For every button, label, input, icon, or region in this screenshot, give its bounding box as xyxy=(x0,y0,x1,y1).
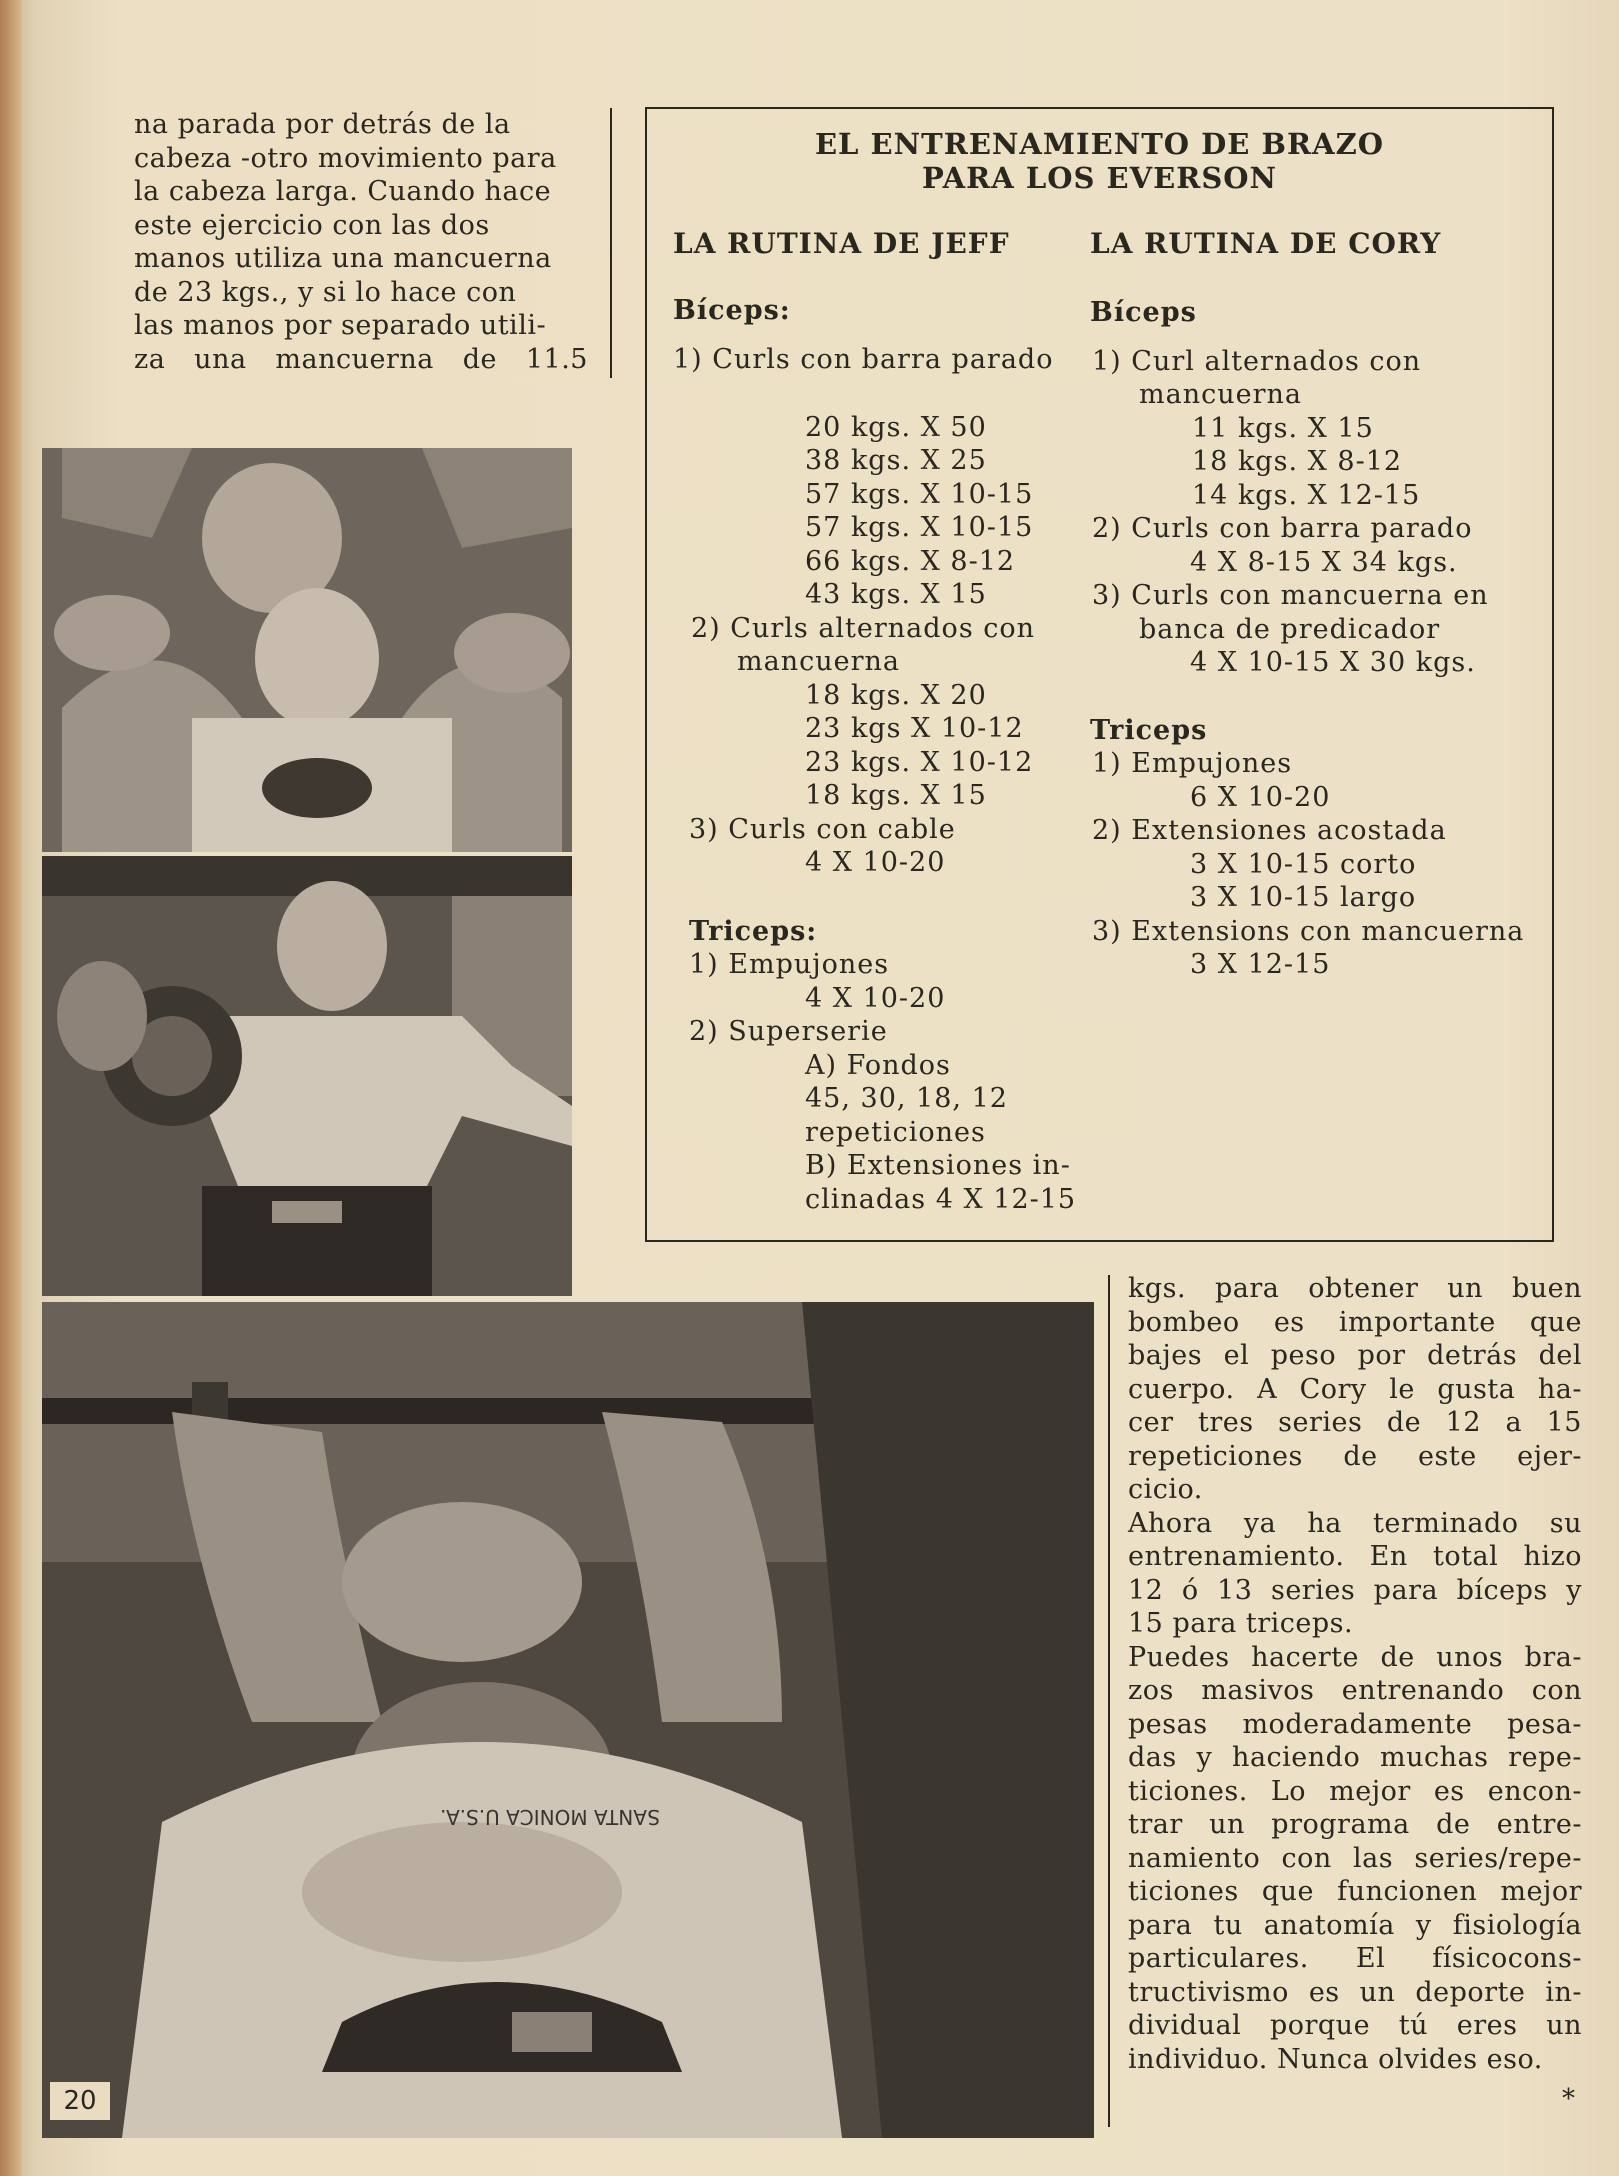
outro-line: para tu anatomía y fisiología xyxy=(1128,1909,1582,1941)
outro-line: ticiones que funcionen mejor xyxy=(1128,1876,1582,1907)
photo3-shirt-text: SANTA MONICA U.S.A. xyxy=(440,1805,661,1829)
intro-line: la cabeza larga. Cuando hace xyxy=(134,176,552,207)
outro-line: bombeo es importante que xyxy=(1128,1306,1582,1338)
box-title-line: PARA LOS EVERSON xyxy=(921,161,1278,195)
jeff-triceps-line: clinadas 4 X 12-15 xyxy=(805,1184,1077,1215)
outro-line: entrenamiento. En total hizo xyxy=(1128,1541,1582,1572)
jeff-line: 57 kgs. X 10-15 xyxy=(805,512,1034,543)
cory-triceps-line: 3 X 12-15 xyxy=(1190,949,1331,980)
intro-line: este ejercicio con las dos xyxy=(134,209,490,241)
jeff-triceps-line: 1) Empujones xyxy=(689,949,890,980)
photo-double-biceps-pose xyxy=(42,448,572,852)
outro-line: ticiones. Lo mejor es encon- xyxy=(1128,1775,1582,1807)
jeff-triceps-line: 45, 30, 18, 12 xyxy=(805,1083,1008,1114)
cory-triceps-line: 3) Extensions con mancuerna xyxy=(1092,916,1525,947)
outro-line: pesas moderadamente pesa- xyxy=(1128,1708,1582,1740)
intro-line: las manos por separado utili- xyxy=(134,310,547,341)
page-number: 20 xyxy=(50,2082,110,2120)
cory-line: 3) Curls con mancuerna en xyxy=(1092,580,1489,611)
outro-line: kgs. para obtener un buen xyxy=(1128,1273,1582,1304)
box-title-line: EL ENTRENAMIENTO DE BRAZO xyxy=(814,127,1385,161)
intro-line: cabeza -otro movimiento para xyxy=(134,142,557,174)
outro-paragraph xyxy=(1128,1272,1582,2076)
outro-line: Ahora ya ha terminado su xyxy=(1128,1507,1582,1539)
jeff-triceps-line: A) Fondos xyxy=(805,1050,951,1081)
cory-heading: LA RUTINA DE CORY xyxy=(1090,227,1442,260)
intro-paragraph xyxy=(134,108,588,376)
jeff-line: 2) Curls alternados con xyxy=(691,613,1036,644)
outro-line: cer tres series de 12 a 15 xyxy=(1128,1407,1582,1438)
cory-line: banca de predicador xyxy=(1139,614,1441,645)
outro-line: namiento con las series/repe- xyxy=(1128,1842,1582,1874)
page-spine xyxy=(0,0,22,2176)
outro-line: trar un programa de entre- xyxy=(1128,1809,1582,1840)
photo-lateral-raise xyxy=(42,856,572,1296)
cory-line: 2) Curls con barra parado xyxy=(1092,513,1473,544)
end-mark: * xyxy=(1562,2084,1575,2114)
outro-line: tructivismo es un deporte in- xyxy=(1128,1976,1582,2008)
cory-triceps-line: 3 X 10-15 corto xyxy=(1190,849,1417,880)
jeff-biceps-label: Bíceps: xyxy=(673,295,791,326)
outro-line: repeticiones de este ejer- xyxy=(1128,1440,1582,1472)
jeff-triceps-line: B) Extensiones in- xyxy=(805,1150,1071,1181)
jeff-triceps-line: 4 X 10-20 xyxy=(805,983,946,1014)
outro-line: particulares. El físicocons- xyxy=(1128,1943,1582,1974)
outro-line: cicio. xyxy=(1128,1474,1203,1505)
jeff-line: 3) Curls con cable xyxy=(689,814,956,845)
outro-line: 12 ó 13 series para bíceps y xyxy=(1128,1574,1582,1606)
box-title xyxy=(647,127,1552,195)
jeff-line: 43 kgs. X 15 xyxy=(805,579,987,610)
outro-line: das y haciendo muchas repe- xyxy=(1128,1742,1582,1773)
outro-line: Puedes hacerte de unos bra- xyxy=(1128,1641,1582,1673)
cory-biceps-label: Bíceps xyxy=(1090,297,1197,328)
jeff-triceps-line: 2) Superserie xyxy=(689,1016,888,1047)
jeff-line: mancuerna xyxy=(737,646,900,677)
outro-line: individuo. Nunca olvides eso. xyxy=(1128,2043,1543,2075)
outro-line: bajes el peso por detrás del xyxy=(1128,1340,1582,1371)
jeff-line: 23 kgs X 10-12 xyxy=(805,713,1024,744)
jeff-triceps-line: repeticiones xyxy=(805,1117,986,1148)
outro-line: 15 para triceps. xyxy=(1128,1608,1354,1639)
jeff-triceps-label: Triceps: xyxy=(689,916,818,947)
cory-line: 14 kgs. X 12-15 xyxy=(1192,480,1421,511)
column-rule xyxy=(1108,1275,1110,2127)
cory-triceps-line: 2) Extensiones acostada xyxy=(1092,815,1447,846)
column-rule xyxy=(610,108,612,378)
photo-bench-barbell xyxy=(42,1302,1094,2138)
cory-triceps-line: 1) Empujones xyxy=(1092,748,1293,779)
jeff-line: 20 kgs. X 50 xyxy=(805,412,987,443)
outro-line: zos masivos entrenando con xyxy=(1128,1675,1582,1706)
cory-line: mancuerna xyxy=(1139,379,1302,410)
jeff-line: 57 kgs. X 10-15 xyxy=(805,479,1034,510)
intro-line: manos utiliza una mancuerna xyxy=(134,243,552,274)
cory-line: 1) Curl alternados con xyxy=(1092,346,1422,377)
outro-line: dividual porque tú eres un xyxy=(1128,2010,1582,2041)
jeff-line: 23 kgs. X 10-12 xyxy=(805,747,1034,778)
jeff-line: 18 kgs. X 15 xyxy=(805,780,987,811)
jeff-heading: LA RUTINA DE JEFF xyxy=(673,227,1010,260)
intro-line: za una mancuerna de 11.5 xyxy=(134,343,588,375)
jeff-line: 1) Curls con barra parado xyxy=(673,344,1054,375)
cory-line: 4 X 8-15 X 34 kgs. xyxy=(1190,547,1458,578)
jeff-line: 4 X 10-20 xyxy=(805,847,946,878)
jeff-line: 66 kgs. X 8-12 xyxy=(805,546,1016,577)
cory-triceps-label: Triceps xyxy=(1090,715,1208,746)
jeff-line: 18 kgs. X 20 xyxy=(805,680,987,711)
jeff-line: 38 kgs. X 25 xyxy=(805,445,987,476)
cory-line: 11 kgs. X 15 xyxy=(1192,413,1374,444)
cory-triceps-line: 6 X 10-20 xyxy=(1190,782,1331,813)
cory-line: 4 X 10-15 X 30 kgs. xyxy=(1190,647,1476,678)
cory-triceps-line: 3 X 10-15 largo xyxy=(1190,882,1417,913)
routine-box xyxy=(645,107,1554,1242)
outro-line: cuerpo. A Cory le gusta ha- xyxy=(1128,1373,1582,1405)
cory-line: 18 kgs. X 8-12 xyxy=(1192,446,1403,477)
intro-line: na parada por detrás de la xyxy=(134,109,511,140)
intro-line: de 23 kgs., y si lo hace con xyxy=(134,276,517,308)
